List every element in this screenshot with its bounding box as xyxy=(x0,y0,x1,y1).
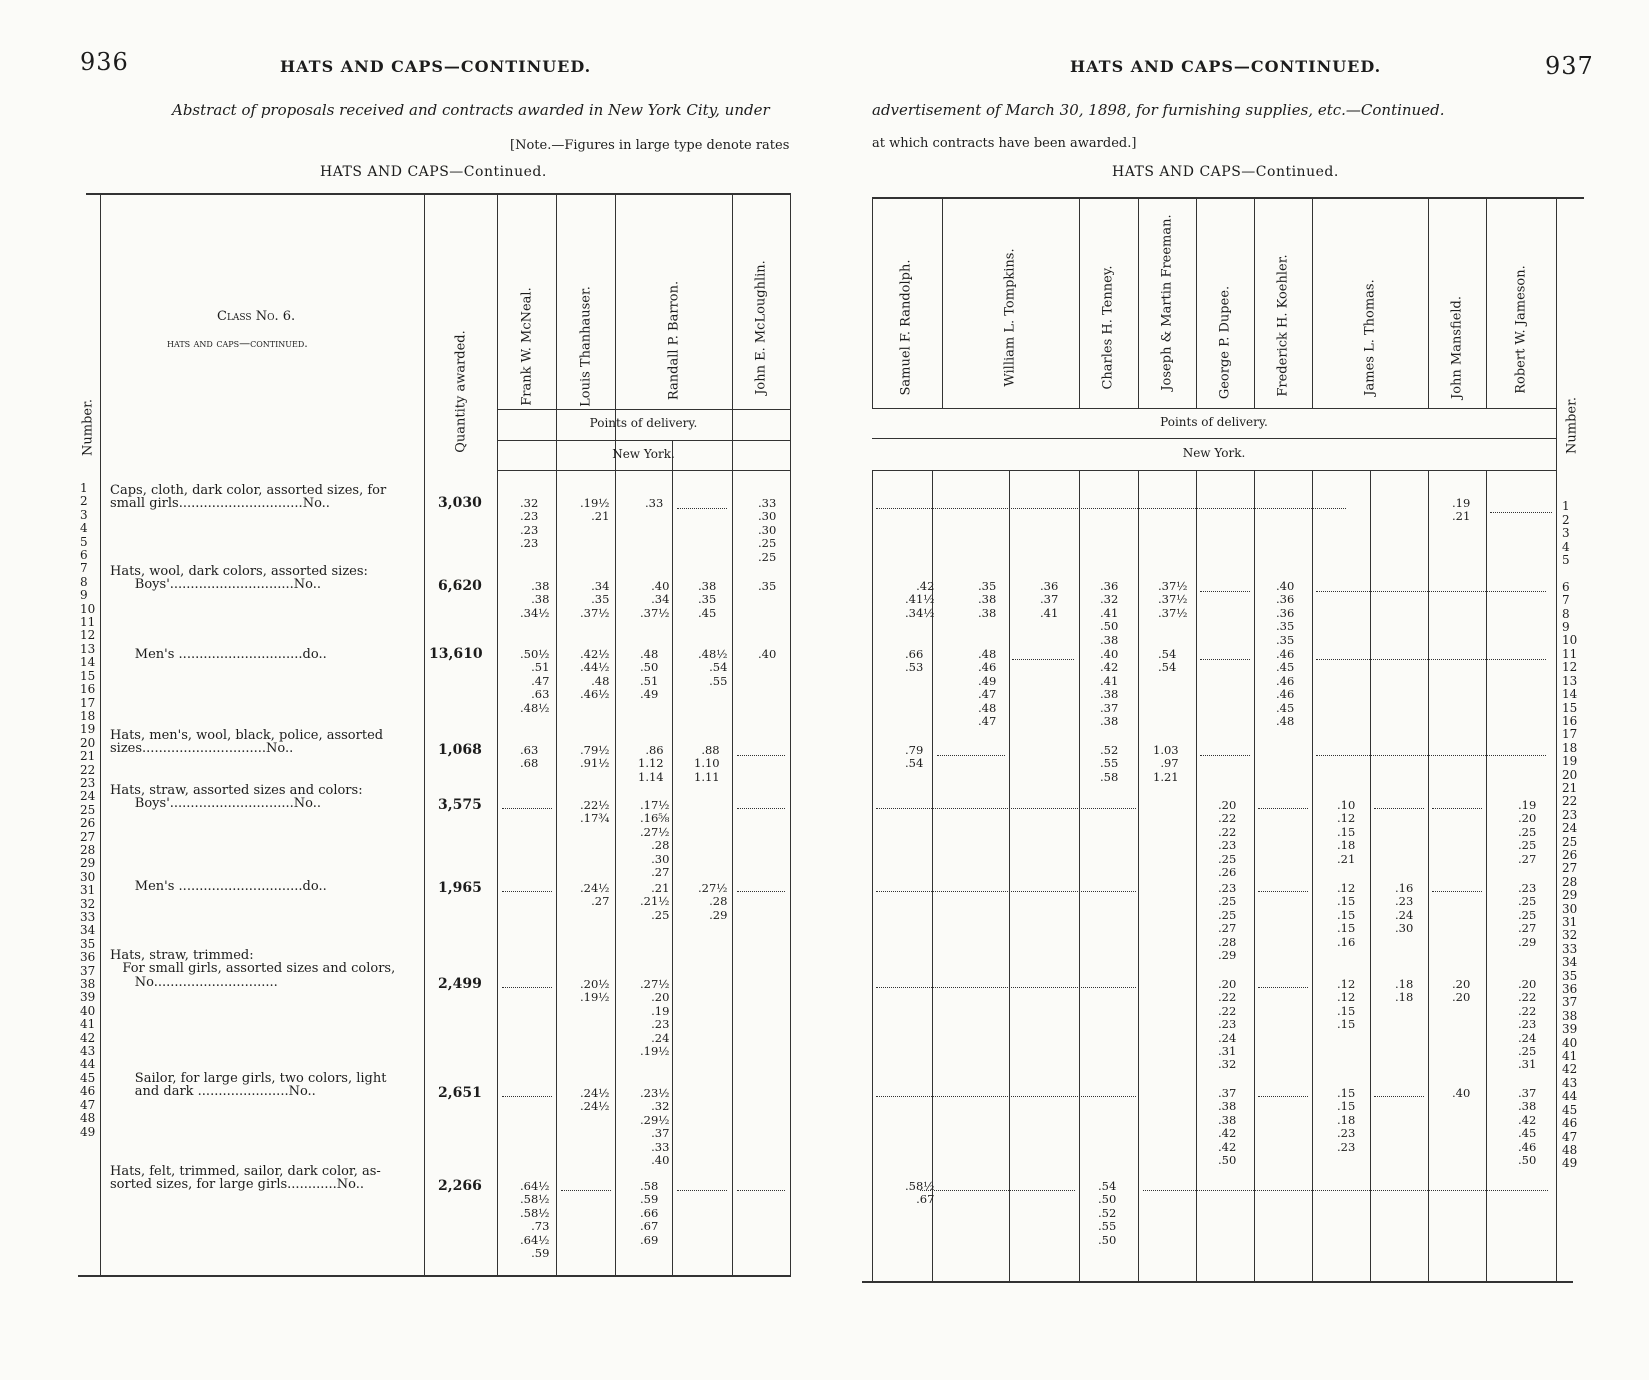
dotted-leader xyxy=(502,808,552,809)
bid-values: .58 .59 .66 .67 .69 xyxy=(640,1179,659,1247)
bidder-header: Louis Thanhauser. xyxy=(578,286,594,407)
bid-values: .17½ .16⅝ .27½ .28 .30 .27 xyxy=(640,798,670,880)
dotted-leader xyxy=(677,508,727,509)
dotted-leader xyxy=(1012,659,1074,660)
quantity-awarded: 2,499 xyxy=(438,976,482,992)
left-vrule xyxy=(100,193,101,1275)
right-points-label: Points of delivery. xyxy=(1160,415,1268,429)
bid-values: .66 .53 xyxy=(905,647,924,675)
dotted-leader xyxy=(737,808,785,809)
bid-values: .24½ .24½ xyxy=(580,1086,610,1114)
left-hrule xyxy=(497,470,790,471)
bid-values: .12 .15 .15 .15 .16 xyxy=(1337,881,1356,949)
dotted-leader xyxy=(876,987,1136,988)
bid-values: .27½ .28 .29 xyxy=(698,881,728,922)
bid-values: .40 xyxy=(758,647,777,661)
right-vrule xyxy=(1009,470,1010,1281)
bidder-header: James L. Thomas. xyxy=(1362,279,1378,396)
left-hrule xyxy=(497,409,790,410)
quantity-awarded: 2,651 xyxy=(438,1085,482,1101)
quantity-awarded: 1,068 xyxy=(438,742,482,758)
bid-values: .86 1.12 1.14 xyxy=(638,743,664,784)
quantity-header: Quantity awarded. xyxy=(453,330,469,453)
bid-values: .20 .22 .22 .23 .24 .25 .31 xyxy=(1518,977,1537,1072)
left-hrule xyxy=(497,440,790,441)
quantity-awarded: 1,965 xyxy=(438,880,482,896)
bid-values: .20 .22 .22 .23 .24 .31 .32 xyxy=(1218,977,1237,1072)
right-vrule xyxy=(1196,197,1197,408)
bid-values: .33 xyxy=(645,496,664,510)
left-abstract-line: Abstract of proposals received and contracts awarded in New York City, under xyxy=(172,101,770,119)
left-points-label: Points of delivery. xyxy=(589,416,698,430)
bid-values: .34 .35 .37½ xyxy=(580,579,610,620)
bid-values: .19 .20 .25 .25 .27 xyxy=(1518,798,1537,866)
dotted-leader xyxy=(920,1190,1075,1191)
bidder-header: Joseph & Martin Freeman. xyxy=(1159,214,1175,391)
bid-values: .20 .20 xyxy=(1452,977,1471,1005)
right-vrule xyxy=(1312,470,1313,1281)
bid-values: .42 .41½ .34½ xyxy=(905,579,935,620)
left-vrule xyxy=(424,193,425,1275)
dotted-leader xyxy=(737,755,785,756)
bid-values: .37 .38 .42 .45 .46 .50 xyxy=(1518,1086,1537,1168)
bid-values: .46 .45 .46 .46 .45 .48 xyxy=(1276,647,1295,729)
dotted-leader xyxy=(1374,808,1424,809)
right-page-number: 937 xyxy=(1545,52,1594,80)
bid-values: .52 .55 .58 xyxy=(1100,743,1119,784)
right-vrule xyxy=(1486,197,1487,408)
class-sub: hats and caps—continued. xyxy=(167,337,308,350)
right-hrule xyxy=(872,408,1556,409)
bid-values: .20 .22 .22 .23 .25 .26 xyxy=(1218,798,1237,880)
bidder-header: Samuel F. Randolph. xyxy=(898,259,914,396)
dotted-leader xyxy=(1200,591,1250,592)
right-vrule xyxy=(872,197,873,408)
bid-values: .48 .46 .49 .47 .48 .47 xyxy=(978,647,997,729)
dotted-leader xyxy=(502,1096,552,1097)
right-vrule xyxy=(1556,197,1557,1281)
dotted-leader xyxy=(1316,755,1546,756)
bid-values: .88 1.10 1.11 xyxy=(694,743,720,784)
item-description: Hats, straw, assorted sizes and colors: Boys'..............................No.. xyxy=(110,783,363,812)
bid-values: .37 .38 .38 .42 .42 .50 xyxy=(1218,1086,1237,1168)
left-vrule xyxy=(790,193,791,1275)
right-bottom-rule xyxy=(862,1281,1573,1283)
right-note-line: at which contracts have been awarded.] xyxy=(872,136,1137,151)
bid-values: .16 .23 .24 .30 xyxy=(1395,881,1414,936)
dotted-leader xyxy=(502,987,552,988)
right-vrule xyxy=(942,197,943,408)
dotted-leader xyxy=(502,891,552,892)
bid-values: .21 .21½ .25 xyxy=(640,881,670,922)
dotted-leader xyxy=(1316,659,1546,660)
bidder-header: Robert W. Jameson. xyxy=(1513,265,1529,394)
left-vrule xyxy=(556,193,557,1275)
dotted-leader xyxy=(1374,1096,1424,1097)
bid-values: .23 .25 .25 .27 .28 .29 xyxy=(1218,881,1237,963)
bidder-header: William L. Tompkins. xyxy=(1002,248,1018,387)
dotted-leader xyxy=(1490,512,1552,513)
bid-values: .15 .15 .18 .23 .23 xyxy=(1337,1086,1356,1154)
bid-values: .12 .12 .15 .15 xyxy=(1337,977,1356,1032)
bid-values: .40 xyxy=(1452,1086,1471,1100)
dotted-leader xyxy=(876,808,1136,809)
left-running-head: HATS AND CAPS—CONTINUED. xyxy=(280,57,592,76)
bid-values: 1.03 .97 1.21 xyxy=(1153,743,1179,784)
bidder-header: Frank W. McNeal. xyxy=(519,287,535,406)
left-page-number: 936 xyxy=(80,48,129,76)
right-vrule xyxy=(1138,470,1139,1281)
right-vrule xyxy=(1138,197,1139,408)
dotted-leader xyxy=(737,1190,785,1191)
item-description: Hats, wool, dark colors, assorted sizes: Boys'..............................No.. xyxy=(110,564,368,593)
bidder-header: John Mansfield. xyxy=(1449,296,1465,399)
dotted-leader xyxy=(1432,891,1482,892)
dotted-leader xyxy=(1258,1096,1308,1097)
bid-values: .54 .54 xyxy=(1158,647,1177,675)
item-description: Hats, men's, wool, black, police, assorted sizes..............................No.. xyxy=(110,728,384,757)
left-city-label: New York. xyxy=(612,447,675,461)
bid-values: .64½ .58½ .58½ .73 .64½ .59 xyxy=(520,1179,550,1261)
right-vrule xyxy=(1254,197,1255,408)
bid-values: .35 .38 .38 xyxy=(978,579,997,620)
bidder-header: George P. Dupee. xyxy=(1217,285,1233,400)
item-description: Hats, straw, trimmed: For small girls, assorted sizes and colors, No.............................. xyxy=(110,948,396,990)
right-row-numbers: 1 2 3 4 5 6 7 8 9 10 11 12 13 14 15 16 17 18 19 20 21 22 23 24 25 26 27 28 29 30 31 32 33 34 35 36 37 38 39 40 41 42 43 44 45 46 47 48 49 xyxy=(1562,499,1578,1171)
bid-values: .38 .38 .34½ xyxy=(520,579,550,620)
dotted-leader xyxy=(561,1190,611,1191)
bid-values: .40 .34 .37½ xyxy=(640,579,670,620)
bid-values: .18 .18 xyxy=(1395,977,1414,1005)
bid-values: .23½ .32 .29½ .37 .33 .40 xyxy=(640,1086,670,1168)
left-number-header: Number. xyxy=(80,398,96,457)
bid-values: .20½ .19½ xyxy=(580,977,610,1005)
left-vrule xyxy=(732,193,733,1275)
quantity-awarded: 3,030 xyxy=(438,495,482,511)
bidder-header: Charles H. Tenney. xyxy=(1100,265,1116,390)
bid-values: .42½ .44½ .48 .46½ xyxy=(580,647,610,702)
right-top-rule xyxy=(872,197,1584,199)
left-vrule xyxy=(672,440,673,1275)
item-description: Men's ..............................do.. xyxy=(110,879,327,894)
quantity-awarded: 3,575 xyxy=(438,797,482,813)
right-abstract-line: advertisement of March 30, 1898, for furnishing supplies, etc.—Continued. xyxy=(872,101,1445,119)
class-label: Class No. 6. xyxy=(217,309,296,324)
right-vrule xyxy=(1079,197,1080,408)
right-vrule xyxy=(1196,470,1197,1281)
right-number-header: Number. xyxy=(1564,396,1580,455)
bid-values: .54 .50 .52 .55 .50 xyxy=(1098,1179,1117,1247)
left-vrule xyxy=(497,193,498,1275)
bid-values: .50½ .51 .47 .63 .48½ xyxy=(520,647,550,715)
left-vrule xyxy=(615,193,616,1275)
item-description: Caps, cloth, dark color, assorted sizes, for small girls..............................No.. xyxy=(110,483,387,512)
bid-values: .40 .36 .36 .35 .35 xyxy=(1276,579,1295,647)
dotted-leader xyxy=(876,891,1136,892)
dotted-leader xyxy=(1432,808,1482,809)
right-subhead: HATS AND CAPS—Continued. xyxy=(1112,164,1339,180)
dotted-leader xyxy=(1200,755,1250,756)
bid-values: .48½ .54 .55 xyxy=(698,647,728,688)
left-top-rule xyxy=(86,193,791,195)
bid-values: .35 xyxy=(758,579,777,593)
dotted-leader xyxy=(1143,1190,1548,1191)
quantity-awarded: 6,620 xyxy=(438,578,482,594)
bid-values: .36 .37 .41 xyxy=(1040,579,1059,620)
right-vrule xyxy=(1079,470,1080,1281)
bid-values: .22½ .17¾ xyxy=(580,798,610,826)
bid-values: .58½ .67 xyxy=(905,1179,935,1207)
dotted-leader xyxy=(1316,591,1546,592)
right-hrule xyxy=(872,438,1556,439)
bidder-header: Randall P. Barron. xyxy=(666,280,682,401)
item-description: Hats, felt, trimmed, sailor, dark color, as- sorted sizes, for large girls............No.. xyxy=(110,1164,381,1193)
bid-values: .63 .68 xyxy=(520,743,539,771)
bid-values: .79½ .91½ xyxy=(580,743,610,771)
right-vrule xyxy=(1254,470,1255,1281)
bid-values: .37½ .37½ .37½ xyxy=(1158,579,1188,620)
dotted-leader xyxy=(876,1096,1136,1097)
dotted-leader xyxy=(737,891,785,892)
bid-values: .32 .23 .23 .23 xyxy=(520,496,539,551)
dotted-leader xyxy=(1200,659,1250,660)
bid-values: .27½ .20 .19 .23 .24 .19½ xyxy=(640,977,670,1059)
bid-values: .36 .32 .41 .50 .38 xyxy=(1100,579,1119,647)
left-row-numbers: 1 2 3 4 5 6 7 8 9 10 11 12 13 14 15 16 17 18 19 20 21 22 23 24 25 26 27 28 29 30 31 32 33 34 35 36 37 38 39 40 41 42 43 44 45 46 47 48 49 xyxy=(80,481,96,1139)
bid-values: .40 .42 .41 .38 .37 .38 xyxy=(1100,647,1119,729)
right-vrule xyxy=(1428,197,1429,408)
dotted-leader xyxy=(677,1190,727,1191)
bid-values: .23 .25 .25 .27 .29 xyxy=(1518,881,1537,949)
bid-values: .79 .54 xyxy=(905,743,924,771)
bid-values: .24½ .27 xyxy=(580,881,610,909)
bid-values: .19½ .21 xyxy=(580,496,610,524)
dotted-leader xyxy=(1258,987,1308,988)
right-vrule xyxy=(1312,197,1313,408)
bidder-header: Frederick H. Koehler. xyxy=(1275,254,1291,397)
dotted-leader xyxy=(1258,891,1308,892)
bid-values: .19 .21 xyxy=(1452,496,1471,524)
right-running-head: HATS AND CAPS—CONTINUED. xyxy=(1070,57,1382,76)
quantity-awarded: 13,610 xyxy=(429,646,483,662)
bid-values: .10 .12 .15 .18 .21 xyxy=(1337,798,1356,866)
dotted-leader xyxy=(876,508,1346,509)
right-city-label: New York. xyxy=(1182,446,1246,460)
left-note-line: [Note.—Figures in large type denote rates xyxy=(510,138,790,153)
left-bottom-rule xyxy=(78,1275,791,1277)
bid-values: .38 .35 .45 xyxy=(698,579,717,620)
bid-values: .33 .30 .30 .25 .25 xyxy=(758,496,777,564)
item-description: Men's ..............................do.. xyxy=(110,647,327,662)
right-hrule xyxy=(872,470,1556,471)
dotted-leader xyxy=(937,755,1005,756)
right-vrule xyxy=(872,470,873,1281)
dotted-leader xyxy=(1258,808,1308,809)
bid-values: .48 .50 .51 .49 xyxy=(640,647,659,702)
item-description: Sailor, for large girls, two colors, light and dark ......................No.. xyxy=(134,1071,387,1100)
left-subhead: HATS AND CAPS—Continued. xyxy=(320,164,547,180)
bidder-header: John E. McLoughlin. xyxy=(753,260,769,395)
quantity-awarded: 2,266 xyxy=(438,1178,482,1194)
